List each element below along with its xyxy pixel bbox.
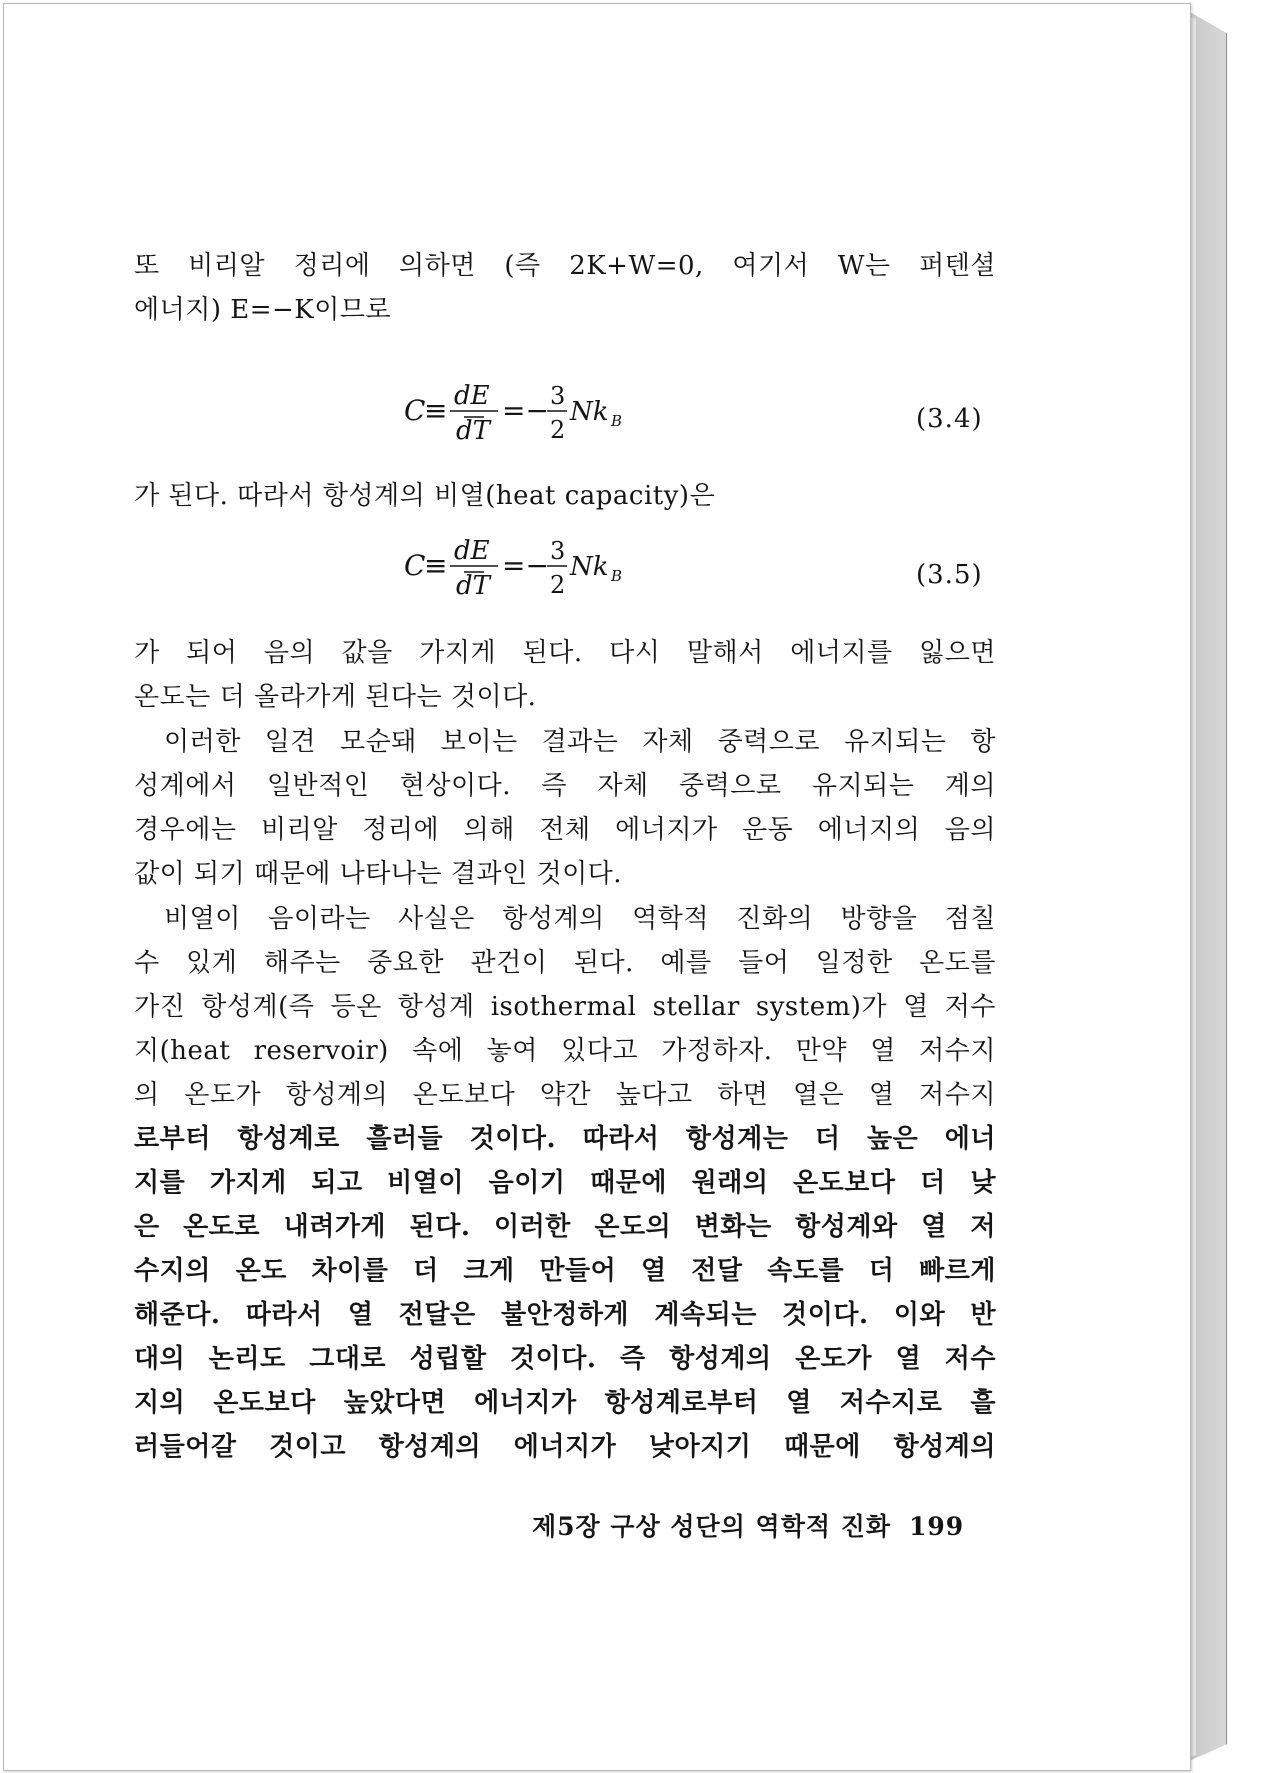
eq-denominator: dT <box>456 571 490 601</box>
book-page <box>3 3 1191 1771</box>
eq-equiv: ≡ <box>424 549 448 582</box>
text-line: 성계에서 일반적인 현상이다. 즉 자체 중력으로 유지되는 계의 <box>134 771 996 801</box>
text-line: 지의 온도보다 높았다면 에너지가 항성계로부터 열 저수지로 흘 <box>134 1388 996 1418</box>
text-line: 지를 가지게 되고 비열이 음이기 때문에 원래의 온도보다 더 낮 <box>134 1168 996 1198</box>
text-line: 해준다. 따라서 열 전달은 불안정하게 계속되는 것이다. 이와 반 <box>134 1300 996 1330</box>
eq-frac-num: 3 <box>550 537 566 565</box>
text-line: 가 되어 음의 값을 가지게 된다. 다시 말해서 에너지를 잃으면 <box>134 638 996 668</box>
eq-denominator: dT <box>456 416 490 446</box>
text-line: 에너지) E=−K이므로 <box>134 295 392 325</box>
text-line: 로부터 항성계로 흘러들 것이다. 따라서 항성계는 더 높은 에너 <box>134 1124 996 1154</box>
equation-number: (3.4) <box>916 404 983 434</box>
text-line: 경우에는 비리알 정리에 의해 전체 에너지가 운동 에너지의 음의 <box>134 815 996 845</box>
text-line: 가진 항성계(즉 등온 항성계 isothermal stellar system)가 열 저수 <box>134 992 996 1022</box>
text-line: 비열이 음이라는 사실은 항성계의 역학적 진화의 방향을 점칠 <box>164 904 996 934</box>
text-line: 이러한 일견 모순돼 보이는 결과는 자체 중력으로 유지되는 항 <box>164 727 996 757</box>
text-line: 가 된다. 따라서 항성계의 비열(heat capacity)은 <box>134 481 716 511</box>
text-line: 값이 되기 때문에 나타나는 결과인 것이다. <box>134 859 623 889</box>
eq-frac-den: 2 <box>550 571 566 599</box>
eq-numerator: dE <box>454 381 490 411</box>
text-line: 러들어갈 것이고 항성계의 에너지가 낮아지기 때문에 항성계의 <box>134 1432 996 1462</box>
text-line: 은 온도로 내려가게 된다. 이러한 온도의 변화는 항성계와 열 저 <box>134 1212 996 1242</box>
text-line: 수 있게 해주는 중요한 관건이 된다. 예를 들어 일정한 온도를 <box>134 948 996 978</box>
eq-equals: =− <box>502 549 549 582</box>
eq-subscript: B <box>611 412 623 430</box>
text-line: 수지의 온도 차이를 더 크게 만들어 열 전달 속도를 더 빠르게 <box>134 1256 996 1286</box>
eq-lhs: C <box>404 394 426 427</box>
eq-lhs: C <box>404 549 426 582</box>
text-line: 온도는 더 올라가게 된다는 것이다. <box>134 682 537 712</box>
eq-frac-den: 2 <box>550 416 566 444</box>
eq-subscript: B <box>611 567 623 585</box>
chapter-title: 제5장 구상 성단의 역학적 진화 <box>532 1512 892 1541</box>
eq-frac-num: 3 <box>550 382 566 410</box>
eq-equiv: ≡ <box>424 394 448 427</box>
eq-rhs: Nk <box>570 552 609 582</box>
page-footer <box>532 1507 964 1543</box>
page-number: 199 <box>909 1512 965 1541</box>
text-line: 의 온도가 항성계의 온도보다 약간 높다고 하면 열은 열 저수지 <box>134 1080 996 1110</box>
eq-equals: =− <box>502 394 549 427</box>
text-line: 또 비리알 정리에 의하면 (즉 2K+W=0, 여기서 W는 퍼텐셜 <box>134 251 996 281</box>
text-line: 대의 논리도 그대로 성립할 것이다. 즉 항성계의 온도가 열 저수 <box>134 1344 996 1374</box>
text-line: 지(heat reservoir) 속에 놓여 있다고 가정하자. 만약 열 저수지 <box>134 1036 996 1066</box>
equation-number: (3.5) <box>916 560 983 590</box>
eq-rhs: Nk <box>570 397 609 427</box>
eq-numerator: dE <box>454 536 490 566</box>
